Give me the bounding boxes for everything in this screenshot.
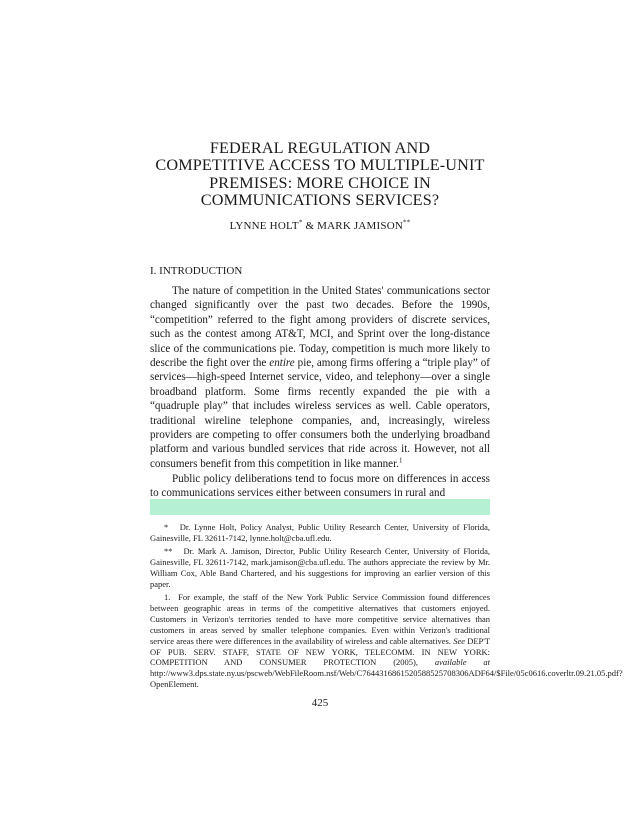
- footnote-url-link[interactable]: http://www3.dps.state.ny.us/pscweb/WebFileRoom.nsf/Web/C7644316861520588525708306ADF64/$File/05c0616.coverltr.09.21.05.pdf?OpenElement.: [150, 668, 623, 690]
- paragraph-2-text: Public policy deliberations tend to focus more on differences in access to communications services either between consumers in rural and: [150, 473, 490, 500]
- author-2-name: MARK JAMISON: [317, 220, 404, 232]
- title-line: FEDERAL REGULATION AND: [209, 139, 431, 157]
- page-number: 425: [311, 697, 329, 709]
- footnote-1-reference[interactable]: 1: [398, 456, 403, 465]
- paragraph-1-emphasis: entire: [269, 357, 295, 370]
- footnote-signal: See: [453, 635, 465, 646]
- body-paragraph-1: [150, 284, 490, 471]
- author-1-footnote-mark[interactable]: *: [298, 218, 303, 227]
- paragraph-1-text-b: pie, among firms offering a “triple play” of services—high-speed Internet service, video, and telephony—over a single broadband platform. Some firms recently expanded the pie with a “quadruple play” that includes wireless services as well. Cable operators, traditional wireline telephone companies, and, increasingly, wireless providers are competing to offer consumers both the underlying broadband platform and various bundled services that ride across it. However, not all consumers benefit from this competition in like manner.: [150, 357, 490, 470]
- author-2-footnote-mark[interactable]: **: [403, 218, 411, 227]
- section-number: I.: [150, 265, 157, 277]
- footnote-text: For example, the staff of the New York Public Service Commission found differences between geographic areas in terms of the competitive alternatives that customers enjoyed. Customers in Verizon's territories tended to have more competitive service alternatives than customers in areas served by smaller telephone companies. Even within Verizon's traditional service areas there were differences in the availability of wireless and cable alternatives.: [150, 592, 490, 646]
- footnote-mark: *: [164, 522, 169, 532]
- text-highlight: [150, 499, 490, 515]
- author-1-name: LYNNE HOLT: [229, 220, 299, 232]
- footnotes-section: [150, 522, 623, 692]
- footnote-citation: DEP'T OF PUB. SERV. STAFF, STATE OF NEW YORK, TELECOMM. IN NEW YORK: COMPETITION AND CONSUMER PROTECTION (2005),: [150, 635, 490, 668]
- footnote-author-1: [150, 522, 490, 544]
- body-paragraph-2: [150, 472, 490, 501]
- footnote-mark: 1.: [164, 592, 171, 603]
- footnote-text: Dr. Mark A. Jamison, Director, Public Utility Research Center, University of Florida, Gainesville, FL 32611-7142, mark.jamison@cba.ufl.edu. The authors appreciate the review by Mr. William Cox, Able Band Chartered, and his suggestions for improving an earlier version of this paper.: [150, 546, 491, 589]
- title-line: COMMUNICATIONS SERVICES?: [200, 191, 440, 210]
- author-separator: &: [302, 220, 318, 232]
- paragraph-1-text-a: The nature of competition in the United States' communications sector changed significantly over the past two decades. Before the 1990s, “competition” referred to the fight among providers of discrete services, such as the contest among AT&T, MCI, and Sprint over the long-distance slice of the communications pie. Today, competition is much more likely to describe the fight over the: [150, 285, 490, 370]
- footnote-text: Dr. Lynne Holt, Policy Analyst, Public Utility Research Center, University of Florida, Gainesville, FL 32611-7142, lynne.holt@cba.ufl.edu.: [150, 522, 490, 543]
- article-title: [130, 140, 510, 210]
- footnote-author-2: [150, 546, 490, 590]
- author-line: [130, 220, 510, 233]
- section-title: INTRODUCTION: [159, 265, 243, 277]
- footnote-available-at: available at: [434, 657, 490, 668]
- footnote-1: [150, 592, 623, 690]
- title-line: COMPETITIVE ACCESS TO MULTIPLE-UNIT: [155, 156, 485, 175]
- footnote-mark: **: [164, 546, 173, 557]
- section-heading: [150, 265, 490, 278]
- title-line: PREMISES: MORE CHOICE IN: [209, 173, 431, 192]
